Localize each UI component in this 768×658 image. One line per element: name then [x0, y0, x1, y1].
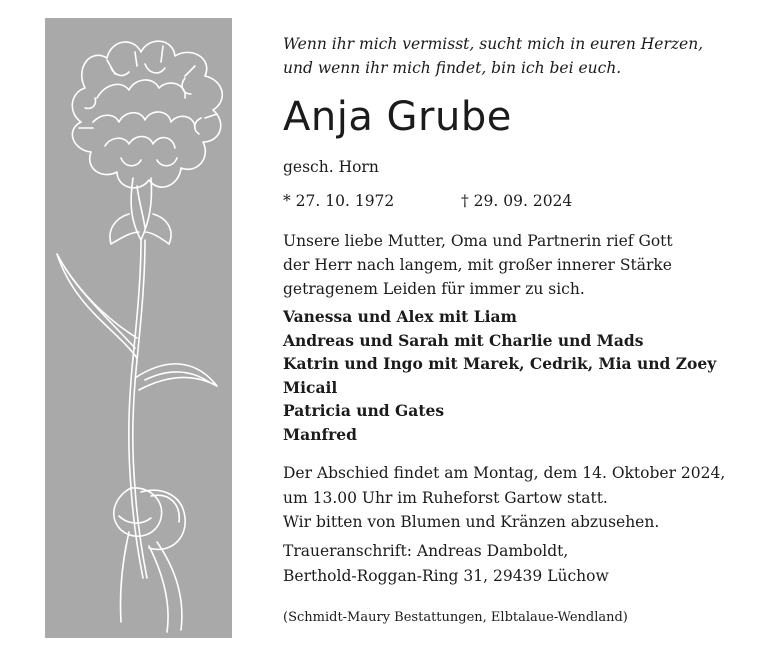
address-line: Traueranschrift: Andreas Damboldt,	[283, 542, 569, 560]
farewell-notice	[283, 461, 753, 535]
flower-image-panel	[45, 18, 232, 638]
mourner-entry: Patricia und Gates	[283, 401, 445, 420]
mourners-list	[283, 305, 753, 446]
undertaker-credit: (Schmidt-Maury Bestattungen, Elbtalaue-Wendland)	[283, 610, 628, 625]
mourner-entry: Vanessa und Alex mit Liam	[283, 307, 517, 326]
mourner-entry: Manfred	[283, 424, 358, 444]
memorial-quote	[283, 32, 753, 80]
address-line: Berthold-Roggan-Ring 31, 29439 Lüchow	[283, 567, 609, 585]
farewell-line: um 13.00 Uhr im Ruheforst Gartow statt.	[283, 488, 608, 507]
farewell-line: Wir bitten von Blumen und Kränzen abzusehen.	[283, 513, 660, 531]
death-announcement	[283, 229, 753, 301]
birth-date: * 27. 10. 1972	[283, 192, 395, 210]
deceased-name: Anja Grube	[283, 94, 512, 140]
mourner-entry: Katrin und Ingo mit Marek, Cedrik, Mia und Zoey	[283, 354, 717, 373]
quote-line: und wenn ihr mich findet, bin ich bei euch.	[283, 59, 622, 77]
farewell-line: Der Abschied findet am Montag, dem 14. Oktober 2024,	[283, 464, 726, 482]
mourning-address	[283, 539, 609, 589]
mourner-entry: Andreas und Sarah mit Charlie und Mads	[283, 330, 644, 350]
death-date: † 29. 09. 2024	[461, 192, 573, 210]
life-dates	[283, 190, 573, 212]
birth-name: gesch. Horn	[283, 158, 379, 176]
announcement-line: der Herr nach langem, mit großer innerer Stärke	[283, 256, 672, 274]
mourner-entry: Micail	[283, 377, 338, 397]
announcement-line: Unsere liebe Mutter, Oma und Partnerin rief Gott	[283, 232, 673, 250]
carnation-flower-icon	[45, 18, 232, 638]
announcement-line: getragenem Leiden für immer zu sich.	[283, 280, 585, 298]
quote-line: Wenn ihr mich vermisst, sucht mich in euren Herzen,	[283, 35, 704, 53]
